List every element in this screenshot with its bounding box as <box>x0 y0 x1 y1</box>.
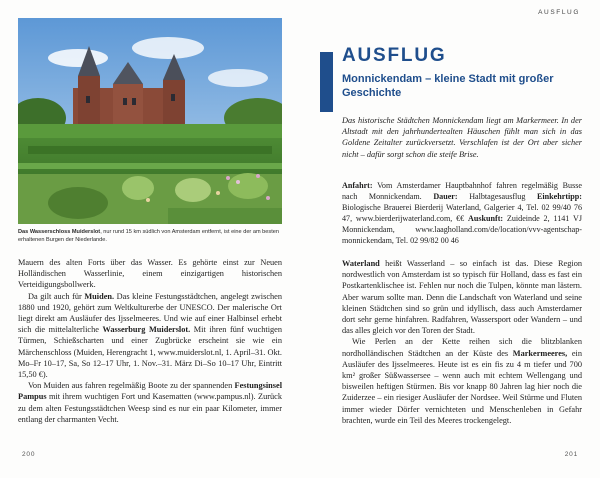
left-paragraph-2 <box>18 291 282 381</box>
accent-bar <box>320 52 333 112</box>
right-p2-text-a: Wie Perlen an der Kette reihen sich die blitzblanken nordholländischen Städtchen an der Küste des <box>342 337 582 358</box>
right-p1-bold-waterland: Waterland <box>342 259 380 268</box>
left-body-text <box>18 257 282 425</box>
section-subheading: Monnickendam – kleine Stadt mit großer Geschichte <box>342 73 554 99</box>
left-paragraph-3 <box>18 380 282 425</box>
info-text-auskunft: Zuideinde 2, 1141 VJ Monnickendam, www.laagholland.com/de/location/vvv-agentschap-monnickendam, Tel. 02 99/82 00 46 <box>342 214 583 246</box>
left-paragraph-1: Mauern des alten Forts über das Wasser. Es gehörte einst zur Neuen Holländischen Wasserlinie, einem einzigartigen historischen Verteidigungsbollwerk. <box>18 258 282 290</box>
page-number-left: 200 <box>22 451 36 458</box>
section-heading: AUSFLUG <box>342 45 447 66</box>
caption-text: , nur rund 15 km südlich von Amsterdam entfernt, ist eine der am besten erhaltenen Burgen der Niederlande. <box>18 229 279 244</box>
info-label-dauer: Dauer: <box>433 192 458 202</box>
left-p3-bold-pampus: Festungsinsel Pampus <box>18 381 282 402</box>
info-text-dauer: Halbtagesausflug <box>457 192 537 202</box>
info-label-auskunft: Auskunft: <box>468 214 504 224</box>
info-label-anfahrt: Anfahrt: <box>342 181 373 190</box>
left-p2-bold-muiderslot: Wasserburg Muiderslot. <box>102 325 191 335</box>
left-p2-bold-muiden: Muiden. <box>84 291 115 301</box>
intro-text: Das historische Städtchen Monnickendam liegt am Markermeer. In der Altstadt mit den jahrhundertealten Häuschen fühlt man sich in das Goldene Zeitalter zurückversetzt. Verschlafen ist der Ort aber sicher nicht – dafür sorgt schon die steife Brise. <box>342 116 582 159</box>
castle-photo-icon <box>18 18 282 224</box>
left-p3-text-a: Von Muiden aus fahren regelmäßig Boote zu der spannenden <box>28 381 235 391</box>
page-number-right: 201 <box>564 451 578 458</box>
left-p2-text-b: Das kleine Festungsstädtchen, angelegt zwischen 1880 und 1920, gehört zum Weltkulturerbe der UNESCO. Der malerische Ort liegt direkt am Ausläufer des Ijsselmeeres. Und wie auf einer Halbinsel erhebt sich die mittelalterliche <box>18 291 282 335</box>
running-head: AUSFLUG <box>538 9 580 16</box>
right-paragraph-1 <box>342 258 582 336</box>
right-paragraph-2 <box>342 336 582 426</box>
right-p1-text: heißt Wasserland – so einfach ist das. Diese Region nordwestlich von Amsterdam ist so typisch für Holland, dass es fast ein Postkartenklischee ist. Fehlen nur noch die Tulpen, könnte man lästern. Aber warum sollte man. Denn die Landschaft von Waterland und seine kleinen Städtchen sind so grün und idyllisch, dass auch Amsterdamer dort sehr gerne hinfahren. Radfahren, Wassersport oder Wandern – und das alles gleich vor den Toren der Stadt. <box>342 259 582 336</box>
info-label-einkehrtipp: Einkehrtipp: <box>537 192 582 202</box>
left-p3-text-b: mit ihrem wuchtigen Fort und Kasematten (www.pampus.nl). Zurück zu dem alten Festungsstädtchen Weesp sind es nur ein paar Kilometer, immer entlang der charmanten Vecht. <box>18 392 282 424</box>
info-box <box>342 180 582 247</box>
left-p2-text-c: Mit ihren fünf wuchtigen Türmen, Schießscharten und einer Zugbrücke erscheint sie wie ein Märchenschloss (Muiden, Herengracht 1, www.muiderslot.nl, 1. April–31. Okt. Mo–Fr 10–17, Sa, So 12–17 Uhr, 1. Nov.–31. März Di–So 10–17 Uhr, Eintritt 15,50 €). <box>18 325 282 380</box>
castle-photo <box>18 18 282 224</box>
info-text-einkehrtipp: Biologische Brauerei Bierderij Waterland, Galgerier 4, Tel. 02 99/40 76 47, www.bierderijwaterland.com, €€ <box>342 203 582 224</box>
left-p2-text-a: Da gilt auch für <box>28 291 85 301</box>
right-p2-bold-markermeeres: Markermeeres, <box>512 348 568 358</box>
right-body-text <box>342 258 582 426</box>
caption-bold: Das Wasserschloss Muiderslot <box>18 229 101 235</box>
photo-caption <box>18 228 282 244</box>
right-p2-text-b: ein Ausläufer des Ijsselmeeres. Heute ist es ein fis zu 4 m tiefer und 700 km² großer Süßwassersee – wenn auch mit echtem Wellengang und bisweilen heftigen Stürmen. Bis vor knapp 80 Jahren lag hier noch die Zuiderzee – ein riesiger Ausläufer der Nordsee. Weil Stürme und Fluten immer wieder Dörfer vernichteten und Menschenleben in Gefahr brachten, wurde ein Teil des Meeres trockengelegt. <box>342 348 582 425</box>
right-page <box>300 0 600 478</box>
info-text-anfahrt: Vom Amsterdamer Hauptbahnhof fahren regelmäßig Busse nach Monnickendam. <box>342 181 582 202</box>
